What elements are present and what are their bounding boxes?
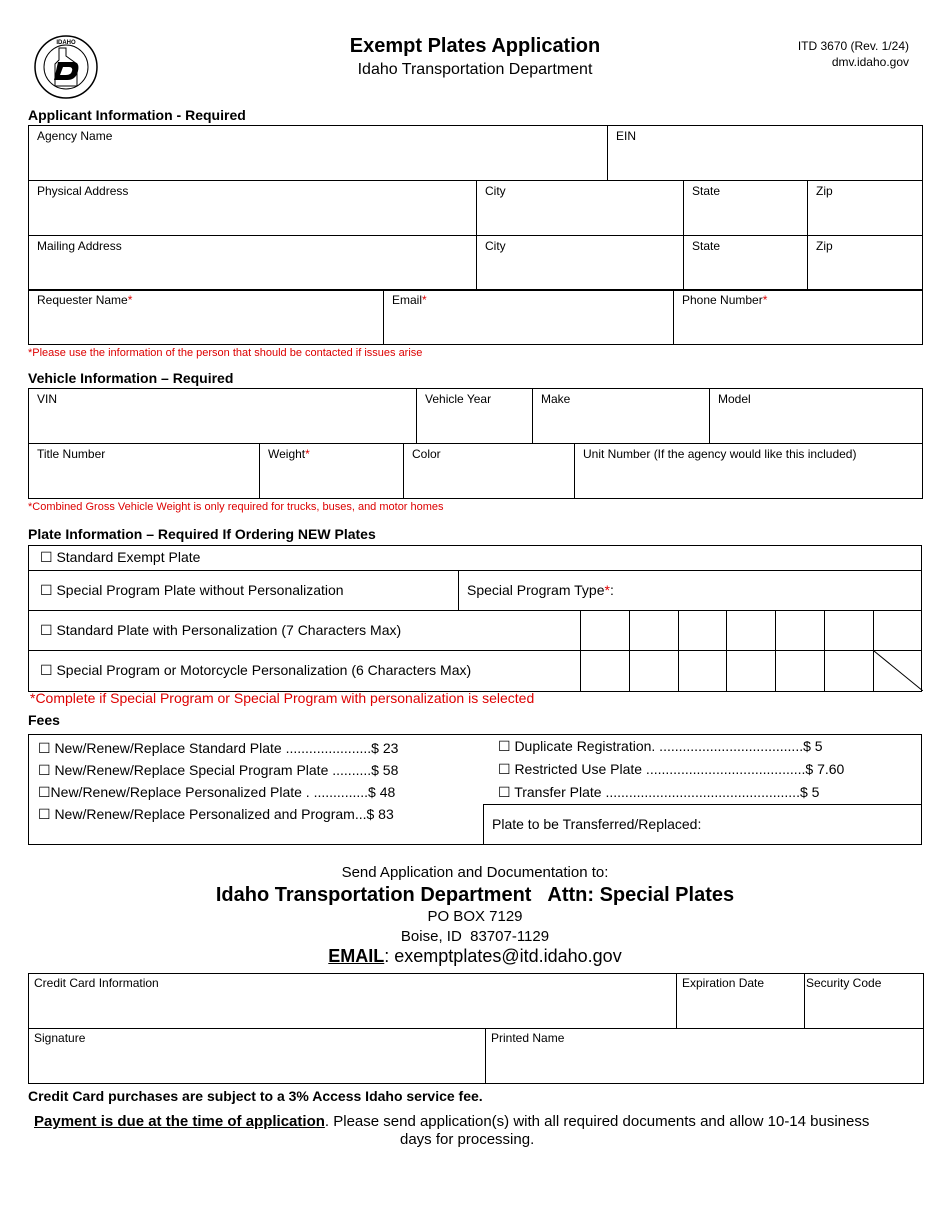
zip-label: Zip xyxy=(816,239,833,253)
weight-label: Weight xyxy=(268,447,306,461)
char-box-3[interactable] xyxy=(678,611,679,650)
mailing-org: Idaho Transportation Department Attn: Special Plates xyxy=(215,884,735,906)
physical-city-field[interactable] xyxy=(477,181,684,236)
weight-note: *Combined Gross Vehicle Weight is only required for trucks, buses, and motor homes xyxy=(28,501,444,513)
special-program-type-field[interactable] xyxy=(467,582,614,598)
security-code-field[interactable] xyxy=(805,974,924,1029)
credit-card-field[interactable] xyxy=(29,974,677,1029)
ein-field[interactable] xyxy=(608,126,923,181)
plate-options xyxy=(28,545,922,692)
char-box-3[interactable] xyxy=(678,651,679,691)
applicant-table xyxy=(28,125,923,291)
email-address[interactable]: : exemptplates@itd.idaho.gov xyxy=(384,946,622,966)
po-box: PO BOX 7129 xyxy=(427,908,523,925)
fee-personalized-plate[interactable]: ☐New/Renew/Replace Personalized Plate . ..............$ 48 xyxy=(38,784,396,800)
model-field[interactable] xyxy=(710,389,923,444)
email-label: EMAIL xyxy=(328,946,385,966)
security-code-label: Security Code xyxy=(806,976,882,990)
payment-due-bold: Payment is due at the time of application xyxy=(34,1113,325,1130)
char-box-6[interactable] xyxy=(824,611,825,650)
plate-option-special-no-personal[interactable] xyxy=(29,571,921,611)
state-label: State xyxy=(692,239,721,253)
mailing-city-field[interactable] xyxy=(477,236,684,291)
mailing-address-field[interactable] xyxy=(29,236,477,291)
fee-transfer-plate[interactable]: ☐ Transfer Plate ..................................................$ 5 xyxy=(498,784,820,800)
form-number: ITD 3670 (Rev. 1/24) xyxy=(797,39,909,53)
special-personal-label: ☐ Special Program or Motorcycle Personalization (6 Characters Max) xyxy=(40,662,472,678)
char-box-1[interactable] xyxy=(580,651,581,691)
fee-special-program-plate[interactable]: ☐ New/Renew/Replace Special Program Plate ..........$ 58 xyxy=(38,762,399,778)
plate-option-standard-personal[interactable] xyxy=(29,611,921,651)
form-number-block xyxy=(798,38,909,70)
website: dmv.idaho.gov xyxy=(831,55,909,69)
agency-name-field[interactable] xyxy=(29,126,608,181)
plate-option-special-personal[interactable] xyxy=(29,651,921,691)
signature-label: Signature xyxy=(34,1031,86,1045)
vehicle-heading: Vehicle Information – Required xyxy=(28,370,234,386)
city-label: City xyxy=(485,239,506,253)
expiration-date-label: Expiration Date xyxy=(682,976,765,990)
char-box-1[interactable] xyxy=(580,611,581,650)
required-asterisk: * xyxy=(604,582,610,598)
char-box-disabled xyxy=(873,651,922,691)
plate-option-standard-exempt[interactable] xyxy=(29,546,921,571)
char-box-7[interactable] xyxy=(873,611,874,650)
state-label: State xyxy=(692,184,721,198)
form-subtitle: Idaho Transportation Department xyxy=(357,61,593,78)
physical-address-field[interactable] xyxy=(29,181,477,236)
vin-label: VIN xyxy=(37,392,58,406)
city-state-zip: Boise, ID 83707-1129 xyxy=(400,928,550,945)
fees-heading: Fees xyxy=(28,712,60,728)
special-program-note: *Complete if Special Program or Special Program with personalization is selected xyxy=(30,690,535,706)
fee-personalized-program[interactable]: ☐ New/Renew/Replace Personalized and Program...$ 83 xyxy=(38,806,394,822)
physical-zip-field[interactable] xyxy=(808,181,923,236)
agency-name-label: Agency Name xyxy=(37,129,113,143)
char-box-2[interactable] xyxy=(629,651,630,691)
char-box-6[interactable] xyxy=(824,651,825,691)
required-asterisk: * xyxy=(422,293,427,307)
signature-field[interactable] xyxy=(29,1029,486,1084)
plate-heading: Plate Information – Required If Ordering NEW Plates xyxy=(28,526,376,542)
phone-number-field[interactable] xyxy=(674,290,923,345)
payment-due-line2: days for processing. xyxy=(400,1131,535,1148)
vehicle-year-label: Vehicle Year xyxy=(425,392,492,406)
vehicle-year-field[interactable] xyxy=(417,389,533,444)
credit-card-label: Credit Card Information xyxy=(34,976,159,990)
printed-name-label: Printed Name xyxy=(491,1031,565,1045)
transfer-plate-label: Plate to be Transferred/Replaced: xyxy=(492,816,702,832)
printed-name-field[interactable] xyxy=(486,1029,924,1084)
payment-due-line1 xyxy=(34,1113,869,1130)
phone-number-label: Phone Number xyxy=(682,293,763,307)
physical-address-label: Physical Address xyxy=(37,184,129,198)
vehicle-table-row2 xyxy=(28,443,923,499)
zip-label: Zip xyxy=(816,184,833,198)
required-asterisk: * xyxy=(762,293,768,307)
make-label: Make xyxy=(541,392,571,406)
requester-table xyxy=(28,289,923,345)
char-box-2[interactable] xyxy=(629,611,630,650)
city-label: City xyxy=(485,184,506,198)
mailing-address-label: Mailing Address xyxy=(37,239,122,253)
standard-personal-label: ☐ Standard Plate with Personalization (7 Characters Max) xyxy=(40,622,402,638)
applicant-heading: Applicant Information - Required xyxy=(28,107,246,123)
fees-box xyxy=(28,734,922,845)
char-box-4[interactable] xyxy=(726,651,727,691)
service-fee-note: Credit Card purchases are subject to a 3% Access Idaho service fee. xyxy=(28,1088,483,1104)
fee-restricted-use-plate[interactable]: ☐ Restricted Use Plate .........................................$ 7.60 xyxy=(498,761,845,777)
mailing-zip-field[interactable] xyxy=(808,236,923,291)
form-title: Exempt Plates Application xyxy=(349,35,601,57)
color-label: Color xyxy=(412,447,441,461)
transfer-plate-field[interactable] xyxy=(483,804,922,845)
signature-table xyxy=(28,1028,924,1084)
requester-note: *Please use the information of the person that should be contacted if issues arise xyxy=(28,347,423,359)
physical-state-field[interactable] xyxy=(684,181,808,236)
char-box-5[interactable] xyxy=(775,651,776,691)
char-box-5[interactable] xyxy=(775,611,776,650)
email-label: Email xyxy=(392,293,423,307)
required-asterisk: * xyxy=(127,293,133,307)
mailing-state-field[interactable] xyxy=(684,236,808,291)
logo-text-top: IDAHO xyxy=(56,40,76,46)
fee-standard-plate[interactable]: ☐ New/Renew/Replace Standard Plate ......................$ 23 xyxy=(38,740,399,756)
title-number-label: Title Number xyxy=(37,447,106,461)
fee-duplicate-registration[interactable]: ☐ Duplicate Registration. .....................................$ 5 xyxy=(498,738,823,754)
weight-field[interactable] xyxy=(260,444,404,499)
title-number-field[interactable] xyxy=(29,444,260,499)
expiration-date-field[interactable] xyxy=(677,974,805,1029)
colon: : xyxy=(609,582,614,598)
standard-exempt-label: ☐ Standard Exempt Plate xyxy=(40,549,201,565)
color-field[interactable] xyxy=(404,444,575,499)
unit-number-label: Unit Number (If the agency would like this included) xyxy=(583,447,857,461)
send-to-text: Send Application and Documentation to: xyxy=(341,864,609,881)
ein-label: EIN xyxy=(616,129,637,143)
special-program-type-label: Special Program Type xyxy=(467,582,605,598)
requester-name-label: Requester Name xyxy=(37,293,128,307)
model-label: Model xyxy=(718,392,751,406)
email-field[interactable] xyxy=(384,290,674,345)
email-line xyxy=(0,946,950,967)
vehicle-table-row1 xyxy=(28,388,923,444)
credit-card-table xyxy=(28,973,924,1029)
vin-field[interactable] xyxy=(29,389,417,444)
unit-number-field[interactable] xyxy=(575,444,923,499)
payment-due-text: . Please send application(s) with all required documents and allow 10-14 business xyxy=(324,1113,870,1130)
char-box-4[interactable] xyxy=(726,611,727,650)
requester-name-field[interactable] xyxy=(29,290,384,345)
make-field[interactable] xyxy=(533,389,710,444)
special-no-personal-label: ☐ Special Program Plate without Personalization xyxy=(40,582,344,598)
required-asterisk: * xyxy=(305,447,310,461)
divider xyxy=(458,571,459,610)
